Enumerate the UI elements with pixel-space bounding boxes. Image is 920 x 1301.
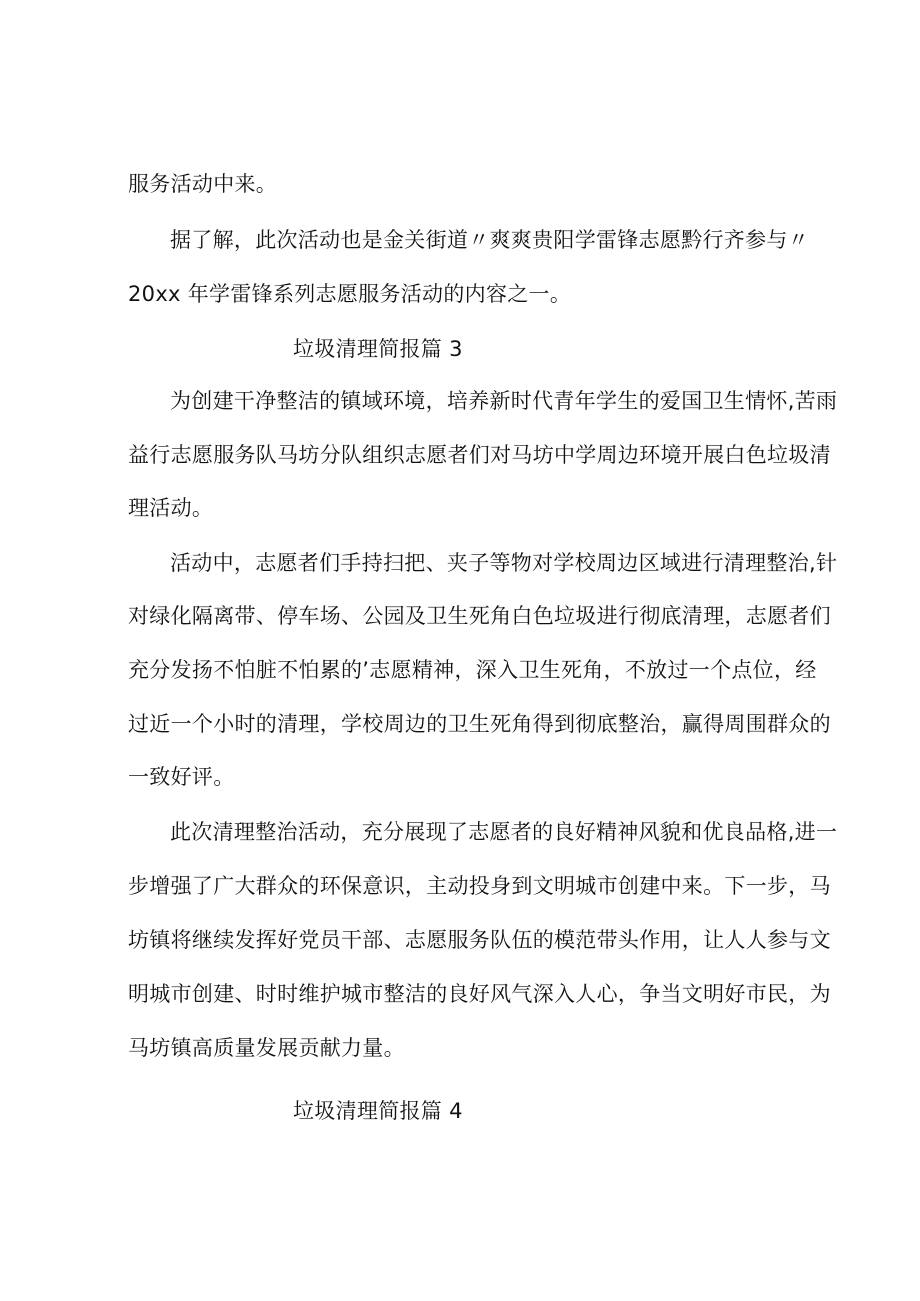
section-title: 垃圾清理简报篇 4 <box>293 1099 463 1123</box>
paragraph-info-line: 据了解，此次活动也是金关街道〃爽爽贵阳学雷锋志愿黔行齐参与〃 <box>170 228 809 252</box>
paragraph-line: 马坊镇高质量发展贡献力量。 <box>128 1036 405 1060</box>
paragraph-line: 过近一个小时的清理，学校周边的卫生死角得到彻底整治，赢得周围群众的 <box>128 712 831 736</box>
paragraph-line: 步增强了广大群众的环保意识，主动投身到文明城市创建中来。下一步，马 <box>128 874 831 898</box>
section-title: 垃圾清理简报篇 3 <box>293 337 463 361</box>
paragraph-line: 为创建干净整洁的镇域环境，培养新时代青年学生的爱国卫生情怀,苦雨 <box>170 389 838 413</box>
paragraph-info-line: 20xx 年学雷锋系列志愿服务活动的内容之一。 <box>128 282 572 306</box>
paragraph-line: 一致好评。 <box>128 765 235 789</box>
paragraph-line: 对绿化隔离带、停车场、公园及卫生死角白色垃圾进行彻底清理，志愿者们 <box>128 604 831 628</box>
paragraph-line: 益行志愿服务队马坊分队组织志愿者们对马坊中学周边环境开展白色垃圾清 <box>128 443 831 467</box>
paragraph-tail: 服务活动中来。 <box>128 172 278 196</box>
paragraph-line: 活动中，志愿者们手持扫把、夹子等物对学校周边区域进行清理整治,针 <box>170 551 838 575</box>
paragraph-line: 充分发扬不怕脏不怕累的’志愿精神，深入卫生死角，不放过一个点位，经 <box>128 658 817 682</box>
paragraph-line: 明城市创建、时时维护城市整洁的良好风气深入人心，争当文明好市民，为 <box>128 982 831 1006</box>
paragraph-line: 理活动。 <box>128 496 214 520</box>
paragraph-line: 坊镇将继续发挥好党员干部、志愿服务队伍的模范带头作用，让人人参与文 <box>128 928 831 952</box>
paragraph-line: 此次清理整治活动，充分展现了志愿者的良好精神风貌和优良品格,进一 <box>170 820 838 844</box>
